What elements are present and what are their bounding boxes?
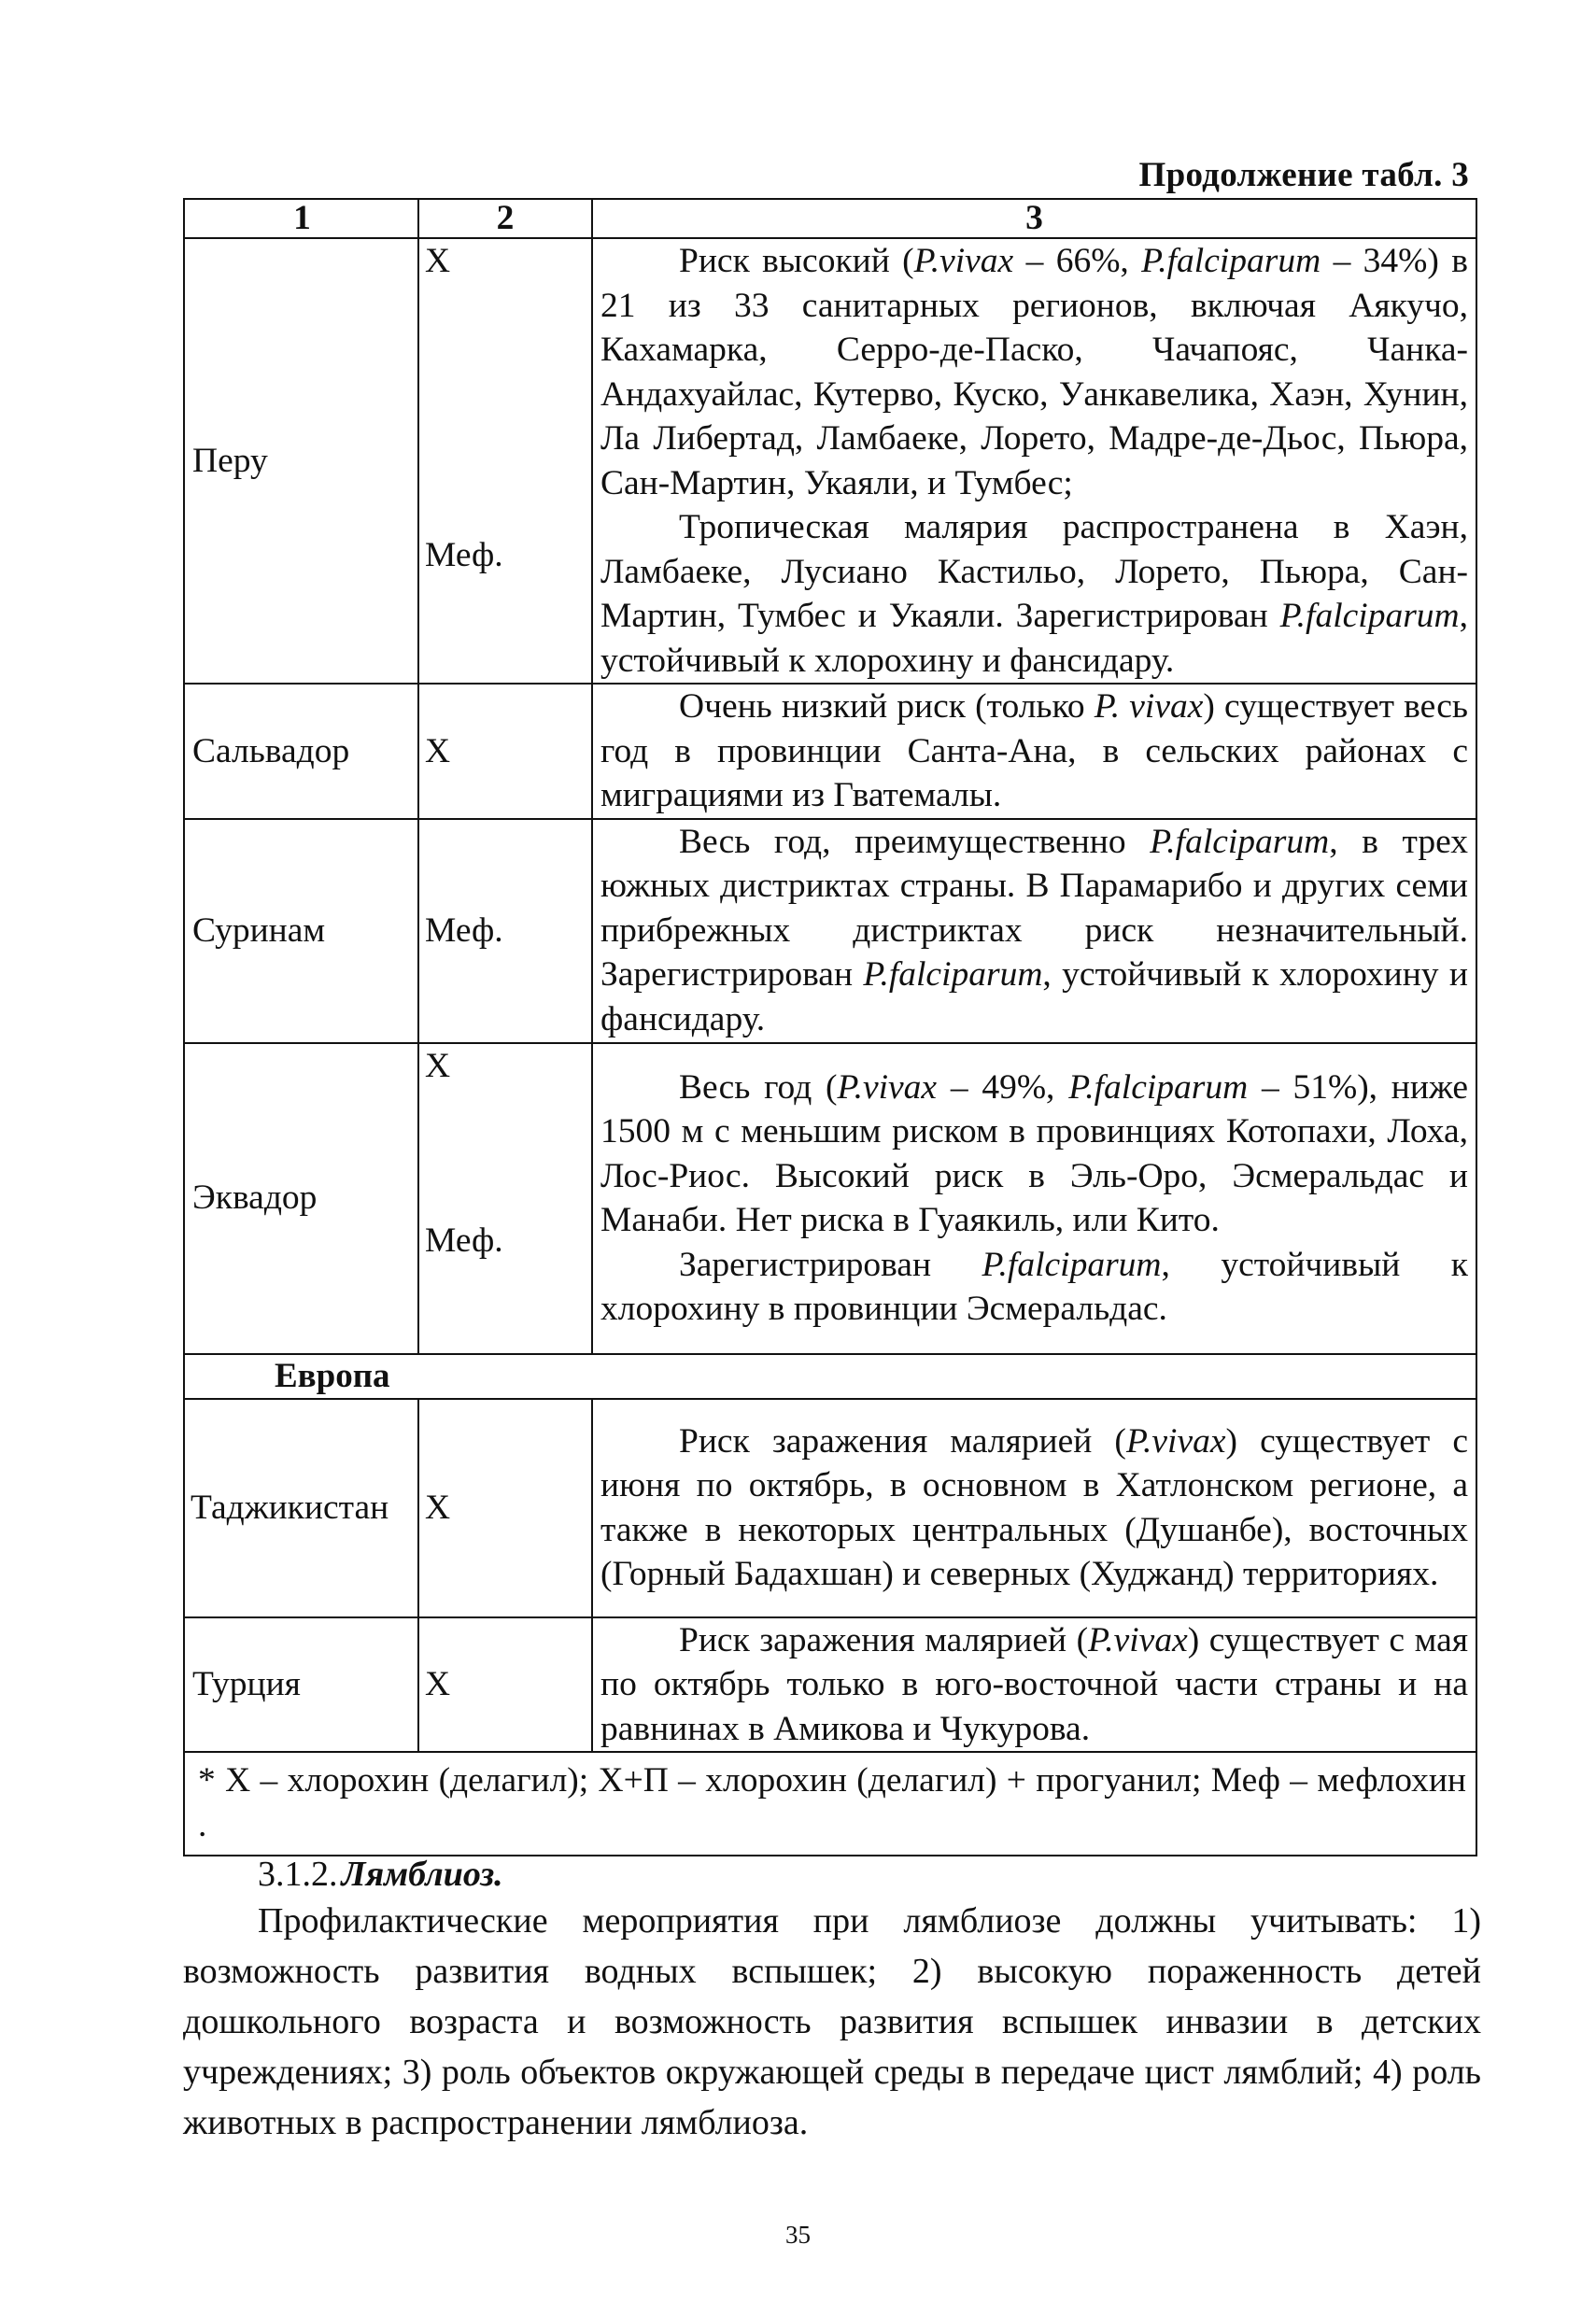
table-row [184,684,1476,819]
description-cell [592,1043,1476,1354]
header-col-3: 3 [592,199,1476,238]
country-cell: Сальвадор [184,684,418,819]
footnote: * Х – хлорохин (делагил); Х+П – хлорохин (делагил) + прогуанил; Меф – мефлохин . [184,1752,1476,1856]
description-text: Весь год (P.vivax – 49%, P.falciparum – 51%), ниже 1500 м с меньшим риском в провинциях Котопахи, Лоха, Лос-Риос. Высокий риск в Эль-Оро, Эсмеральдас и Манаби. Нет риска в Гуаякиль, или Кито. [600,1067,1468,1239]
description-cell [592,1399,1476,1617]
description-cell [592,819,1476,1043]
drug-cell: Меф. [418,819,592,1043]
section-number: 3.1.2. [258,1855,338,1894]
region-label: Европа [184,1354,592,1399]
description-cell [592,1617,1476,1753]
country-cell: Суринам [184,819,418,1043]
description-text: Риск заражения малярией (P.vivax) существует с июня по октябрь, в основном в Хатлонском регионе, а также в некоторых центральных (Душанбе), восточных (Горный Бадахшан) и северных (Худжанд) территориях. [600,1421,1469,1593]
table-row [184,238,1476,684]
country-cell: Таджикистан [184,1399,418,1617]
drug-cell: Х [418,1399,592,1617]
drug-cell: Х [418,684,592,819]
header-col-1: 1 [184,199,418,238]
drug-label: Х [425,1046,451,1085]
body-paragraph: Профилактические мероприятия при лямблиозе должны учитывать: 1) возможность развития водных вспышек; 2) высокую пораженность детей дошкольного возраста и возможность развития вспышек инвазии в детских учреждениях; 3) роль объектов окружающей среды в передаче цист лямблий; 4) роль животных в распространении лямблиоза. [183,1901,1481,2142]
description-cell [592,238,1476,684]
table-row [184,1617,1476,1753]
drug-cell: Х [418,1617,592,1753]
section-title: Лямблиоз. [341,1855,503,1894]
table-header-row [184,199,1476,238]
malaria-table [183,198,1477,1856]
table-row [184,1399,1476,1617]
drug-cell [418,238,592,684]
description-text: Зарегистрирован P.falciparum, устойчивый к хлорохину в провинции Эсмеральдас. [600,1245,1468,1328]
table-row [184,1043,1476,1354]
country-cell: Эквадор [184,1043,418,1354]
description-cell [592,684,1476,819]
country-cell: Турция [184,1617,418,1753]
drug-label: Меф. [425,535,503,574]
page-number: 35 [785,2221,811,2249]
section-heading [258,1854,503,1895]
drug-cell [418,1043,592,1354]
description-text: Риск заражения малярией (P.vivax) существует с мая по октябрь только в юго-восточной части страны и на равнинах в Амикова и Чукурова. [600,1620,1468,1748]
description-text: Очень низкий риск (только P. vivax) существует весь год в провинции Санта-Ана, в сельских районах с миграциями из Гватемалы. [600,687,1468,814]
description-text: Риск высокий (P.vivax – 66%, P.falciparum – 34%) в 21 из 33 санитарных регионов, включая Аякучо, Кахамарка, Серро-де-Паско, Чачапояс, Чанка-Андахуайлас, Кутерво, Куско, Уанкавелика, Хаэн, Хунин, Ла Либертад, Ламбаеке, Лорето, Мадре-де-Дьос, Пьюра, Сан-Мартин, Укаяли, и Тумбес; [600,242,1468,502]
drug-label: Меф. [425,1221,503,1260]
drug-label: Х [425,242,451,280]
footnote-row [184,1752,1476,1856]
region-empty-cell [592,1354,1476,1399]
header-col-2: 2 [418,199,592,238]
table-caption: Продолжение табл. 3 [1138,156,1469,194]
table-row [184,819,1476,1043]
description-text: Весь год, преимущественно P.falciparum, в трех южных дистриктах страны. В Парамарибо и других семи прибрежных дистриктах риск незначительный. Зарегистрирован P.falciparum, устойчивый к хлорохину и фансидару. [600,822,1468,1038]
description-text: Тропическая малярия распространена в Хаэн, Ламбаеке, Лусиано Кастильо, Лорето, Пьюра, Сан-Мартин, Тумбес и Укаяли. Зарегистрирован P.falciparum, устойчивый к хлорохину и фансидару. [600,508,1468,680]
region-row [184,1354,1476,1399]
country-cell: Перу [184,238,418,684]
